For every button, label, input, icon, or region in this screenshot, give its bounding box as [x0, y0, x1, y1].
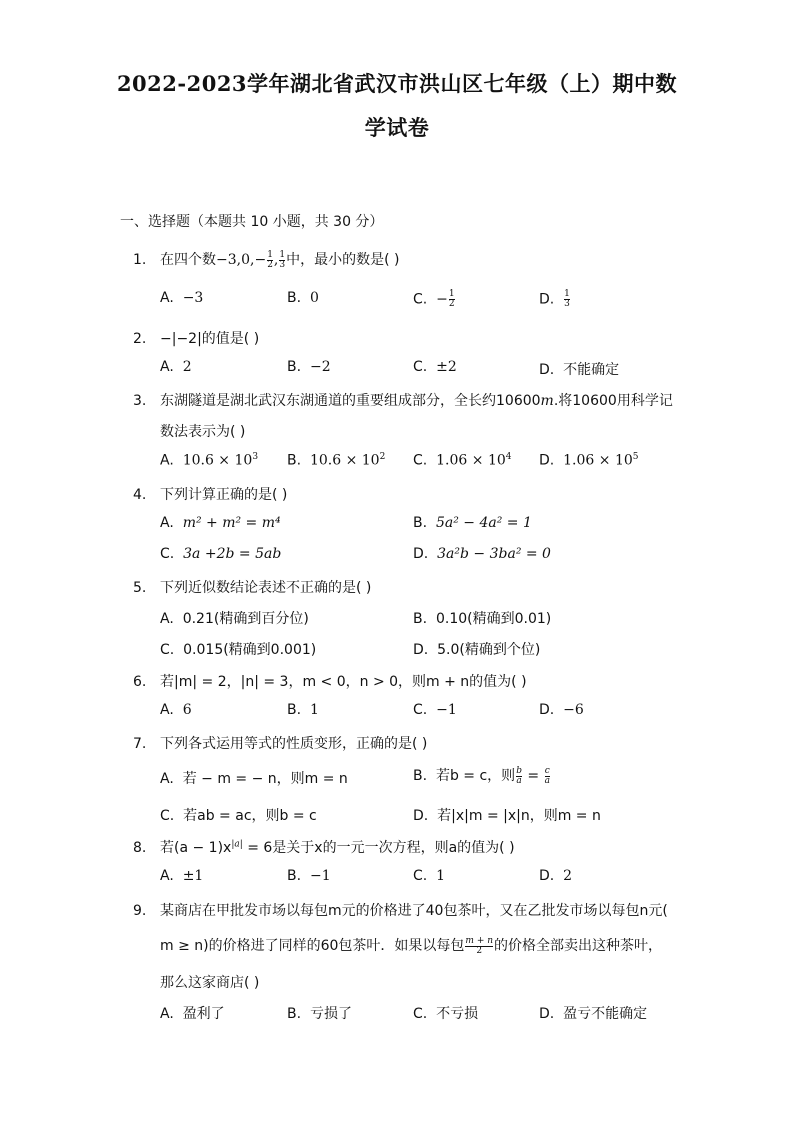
question-number: 1.: [133, 252, 147, 268]
option-a[interactable]: A. $10.6 \times 10^3$: [160, 452, 259, 469]
option-d[interactable]: D. 2: [539, 868, 573, 884]
option-c[interactable]: C. −1: [413, 702, 457, 718]
question-math: −3,0,−: [216, 252, 267, 268]
question-number: 8.: [133, 840, 147, 856]
question-4: [133, 484, 287, 504]
option-b[interactable]: B. $10.6 \times 10^2$: [287, 452, 386, 469]
fraction: $\frac{1}{2}$: [448, 289, 455, 309]
question-9-line3: 那么这家商店( ): [160, 975, 260, 991]
question-9: [133, 900, 668, 920]
option-b[interactable]: B. 若b = c，则 $\frac{b}{a}$ = $\frac{c}{a}$: [413, 765, 550, 786]
option-b[interactable]: B. −2: [287, 359, 331, 375]
question-text: 下列近似数结论表述不正确的是( ): [160, 580, 372, 596]
option-b[interactable]: B. 0.10(精确到0.01): [413, 611, 552, 627]
question-text: 若(a − 1)x: [160, 840, 232, 856]
question-text: −|−2|的值是( ): [160, 331, 260, 347]
fraction: $\frac{1}{3}$: [279, 249, 286, 270]
question-text: 在四个数: [160, 252, 216, 268]
question-text: 下列各式运用等式的性质变形，正确的是( ): [160, 736, 428, 752]
question-text: 若|m| = 2，|n| = 3，m < 0，n > 0，则m + n的值为( ): [160, 674, 527, 690]
question-number: 3.: [133, 393, 147, 409]
fraction: $\frac{1}{2}$: [267, 249, 273, 270]
question-3: 3. 东湖隧道是湖北武汉东湖通道的重要组成部分，全长约10600m.将10600用科学记: [133, 393, 673, 409]
question-8: 8. 若$(a - 1)x^{|a|} = 6$是关于x的一元一次方程，则a的值为( ): [133, 839, 515, 856]
section-heading: 一、选择题（本题共 10 小题，共 30 分）: [120, 214, 384, 230]
question-5: [133, 577, 371, 597]
option-c[interactable]: C. 0.015(精确到0.001): [160, 642, 317, 658]
option-a[interactable]: A. 2: [160, 359, 192, 375]
option-d[interactable]: D. −6: [539, 702, 584, 718]
option-d[interactable]: D. 不能确定: [539, 362, 620, 378]
option-a[interactable]: A. 盈利了: [160, 1006, 225, 1022]
question-number: 2.: [133, 331, 147, 347]
option-a[interactable]: A. 若 − m = − n，则m = n: [160, 771, 348, 787]
page-title-line2: 学试卷: [364, 115, 430, 140]
option-d[interactable]: D. 盈亏不能确定: [539, 1006, 648, 1022]
option-a[interactable]: A. −3: [160, 290, 204, 306]
option-d[interactable]: D. $1.06 \times 10^5$: [539, 452, 639, 469]
option-d[interactable]: D. 5.0(精确到个位): [413, 642, 541, 658]
option-a[interactable]: A. 6: [160, 702, 192, 718]
page-title-line1: 2022-2023学年湖北省武汉市洪山区七年级（上）期中数: [116, 71, 678, 96]
fraction: $\frac{m + n}{2}$: [465, 935, 494, 956]
question-number: 9.: [133, 903, 147, 919]
question-6: [133, 671, 527, 691]
question-text: 下列计算正确的是( ): [160, 487, 288, 503]
option-b[interactable]: B. 5a² − 4a² = 1: [413, 515, 532, 531]
question-number: 7.: [133, 736, 147, 752]
option-c[interactable]: C. 3a +2b = 5ab: [160, 546, 282, 562]
option-a[interactable]: A. 0.21(精确到百分位): [160, 611, 309, 627]
question-3-line2: 数法表示为( ): [160, 424, 246, 440]
fraction: $\frac{b}{a}$: [516, 765, 522, 786]
question-number: 4.: [133, 487, 147, 503]
question-text: 某商店在甲批发市场以每包m元的价格进了40包茶叶，又在乙批发市场以每包n元(: [160, 903, 668, 919]
fraction: $\frac{c}{a}$: [544, 765, 550, 786]
option-c[interactable]: C. ±2: [413, 359, 457, 375]
option-b[interactable]: B. 1: [287, 702, 319, 718]
question-number: 6.: [133, 674, 147, 690]
option-d[interactable]: D. 3a²b − 3ba² = 0: [413, 546, 551, 562]
question-text: 东湖隧道是湖北武汉东湖通道的重要组成部分，全长约10600: [160, 393, 541, 409]
question-7: [133, 733, 427, 753]
question-number: 5.: [133, 580, 147, 596]
question-1: 1. 在四个数−3,0,− $\frac{1}{2}$ , $\frac{1}{3}$ 中，最小的数是( ): [133, 249, 400, 270]
fraction: $\frac{1}{3}$: [564, 289, 570, 309]
option-c[interactable]: C. 不亏损: [413, 1006, 479, 1022]
option-d[interactable]: D. $\frac{1}{3}$: [539, 289, 570, 309]
option-c[interactable]: C. 1: [413, 868, 446, 884]
question-text-suffix: 中，最小的数是( ): [286, 252, 400, 268]
option-c[interactable]: C. − $\frac{1}{2}$: [413, 289, 455, 309]
option-c[interactable]: C. $1.06 \times 10^4$: [413, 452, 512, 469]
option-a[interactable]: A. m² + m² = m⁴: [160, 515, 281, 531]
question-9-line2: m ≥ n)的价格进了同样的60包茶叶．如果以每包 $\frac{m + n}{2}$ 的价格全部卖出这种茶叶，: [160, 935, 663, 956]
option-a[interactable]: A. ±1: [160, 868, 204, 884]
question-2: [133, 328, 259, 348]
option-b[interactable]: B. −1: [287, 868, 331, 884]
option-b[interactable]: B. 亏损了: [287, 1006, 352, 1022]
option-d[interactable]: D. 若|x|m = |x|n，则m = n: [413, 808, 601, 824]
option-b[interactable]: B. 0: [287, 290, 319, 306]
option-c[interactable]: C. 若ab = ac，则b = c: [160, 808, 317, 824]
